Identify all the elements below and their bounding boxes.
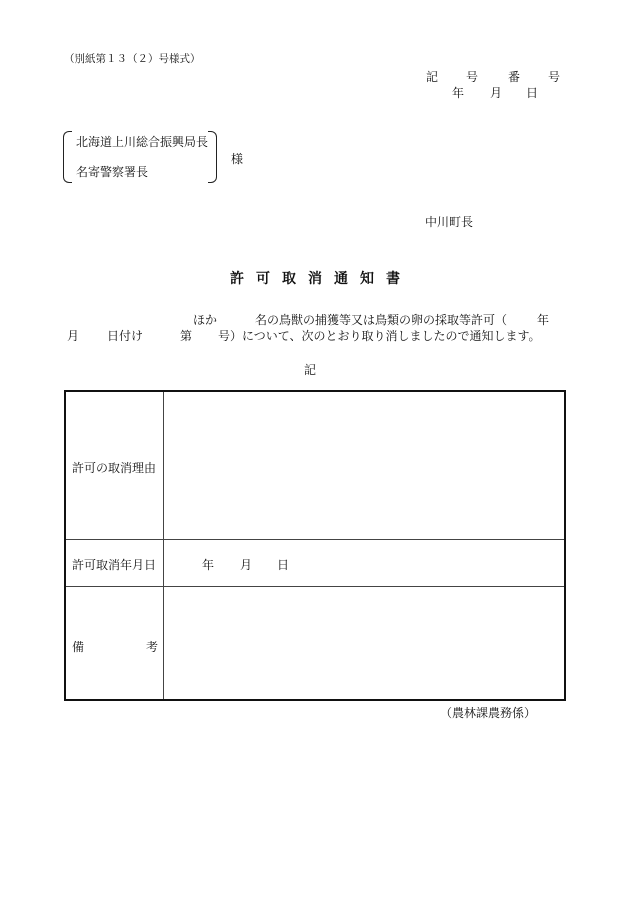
body-text-main: 名の鳥獣の捕獲等又は鳥類の卵の採取等許可（ xyxy=(255,313,508,327)
table-row-divider-1 xyxy=(66,539,564,540)
cancel-date-year: 年 xyxy=(202,558,215,572)
body-text-nen: 年 xyxy=(537,313,550,327)
body-text-rest: 号）について、次のとおり取り消しましたので通知します。 xyxy=(218,329,541,343)
department: （農林課農務係） xyxy=(440,706,537,720)
left-bracket xyxy=(63,131,72,183)
document-title: 許可取消通知書 xyxy=(230,271,412,287)
doc-date-month: 月 xyxy=(490,86,503,100)
body-text-hoka: ほか xyxy=(193,313,218,327)
recipient-2: 名寄警察署長 xyxy=(76,165,149,179)
form-reference: （別紙第１３（２）号様式） xyxy=(64,53,201,65)
remarks-label-a: 備 xyxy=(72,640,85,654)
doc-number-go: 号 xyxy=(466,70,479,84)
body-text-dai: 第 xyxy=(180,329,193,343)
honorific: 様 xyxy=(231,152,244,166)
cancel-date-day: 日 xyxy=(277,558,290,572)
body-text-hizuke: 日付け xyxy=(107,329,144,343)
cancel-date-month: 月 xyxy=(240,558,253,572)
details-table xyxy=(64,390,566,701)
right-bracket xyxy=(208,131,217,183)
recipient-1: 北海道上川総合振興局長 xyxy=(76,135,209,149)
table-column-divider xyxy=(163,392,164,699)
body-text-tsuki: 月 xyxy=(67,329,80,343)
recipient-block xyxy=(63,131,217,183)
cancel-reason-field[interactable] xyxy=(165,393,564,538)
doc-number-ki: 記 xyxy=(426,70,439,84)
issuer: 中川町長 xyxy=(425,215,474,229)
remarks-label-b: 考 xyxy=(146,640,159,654)
cancel-reason-label: 許可の取消理由 xyxy=(72,461,157,475)
doc-date-day: 日 xyxy=(526,86,539,100)
doc-number-go2: 号 xyxy=(548,70,561,84)
cancel-date-label: 許可取消年月日 xyxy=(72,558,157,572)
doc-number-ban: 番 xyxy=(508,70,521,84)
remarks-field[interactable] xyxy=(165,587,564,699)
ki-heading: 記 xyxy=(304,363,317,377)
doc-date-year: 年 xyxy=(452,86,465,100)
